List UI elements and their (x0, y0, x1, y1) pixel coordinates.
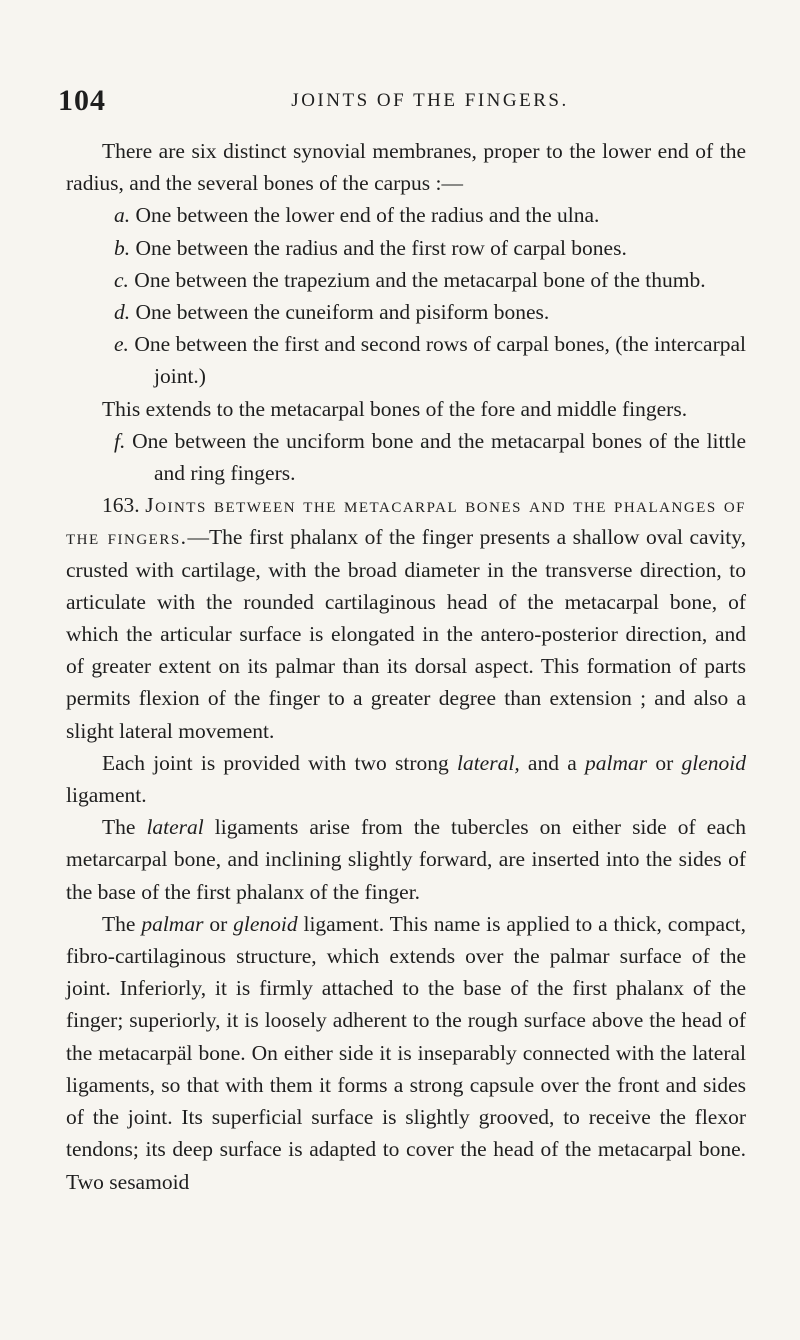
lateral-ligament-paragraph (66, 811, 746, 908)
text-run: or (647, 750, 682, 775)
body-text (66, 135, 746, 1198)
list-item (66, 328, 746, 392)
extends-note: This extends to the metacarpal bones of the fore and middle fingers. (102, 396, 688, 421)
intro-paragraph: There are six distinct synovial membranes, proper to the lower end of the radius, and the several bones of the carpus :— (66, 139, 746, 196)
item-text: One between the trapezium and the metacarpal bone of the thumb. (134, 267, 706, 292)
list-item (66, 296, 746, 328)
palmar-ligament-paragraph (66, 908, 746, 1198)
emphasis: glenoid (233, 911, 298, 936)
list-item (66, 199, 746, 231)
section-paragraph (66, 489, 746, 747)
list-item (66, 425, 746, 489)
item-label: b. (114, 235, 131, 260)
emphasis: palmar (141, 911, 204, 936)
item-text: One between the first and second rows of carpal bones, (the intercarpal joint.) (134, 332, 747, 389)
page-header (58, 84, 742, 124)
item-label: d. (114, 300, 131, 325)
item-text: One between the cuneiform and pisiform bones. (135, 300, 550, 325)
text-run: Each joint is provided with two strong (102, 750, 457, 775)
text-run: ligaments arise from the tubercles on either side of each metarcarpal bone, and inclining slightly forward, are inserted into the sides of the base of the first phalanx of the finger. (66, 815, 746, 904)
section-number: 163. (102, 493, 140, 518)
item-text: One between the lower end of the radius and the ulna. (135, 203, 600, 228)
item-label: f. (114, 428, 126, 453)
emphasis: palmar (584, 750, 648, 775)
page-number: 104 (58, 84, 106, 117)
emphasis: lateral (146, 815, 204, 840)
text-run: or (203, 911, 234, 936)
text-run: ligament. (66, 783, 147, 808)
ligament-intro-paragraph (66, 747, 746, 811)
item-text: One between the radius and the first row of carpal bones. (135, 235, 627, 260)
text-run: ligament. This name is applied to a thick, compact, fibro-cartilaginous structure, which extends over the palmar surface of the joint. Inferiorly, it is firmly attached to the base of the first phalanx of the finger; superiorly, it is loosely adherent to the rough surface above the head of the metacarpäl bone. On either side it is inseparably connected with the lateral ligaments, so that with them it forms a strong capsule over the front and sides of the joint. Its superficial surface is slightly grooved, to receive the flexor tendons; its deep surface is adapted to cover the head of the metacarpal bone. Two sesamoid (66, 911, 746, 1194)
item-label: a. (114, 203, 131, 228)
text-run: The (102, 815, 147, 840)
emphasis: glenoid (681, 750, 746, 775)
section-body: —The first phalanx of the finger presents a shallow oval cavity, crusted with cartilage, with the broad diameter in the transverse direction, to articulate with the rounded cartilaginous head of the metacarpal bone, of which the articular surface is elongated in the antero-posterior direction, and of greater extent on its palmar than its dorsal aspect. This formation of parts permits flexion of the finger to a greater degree than extension ; and also a slight lateral movement. (66, 525, 746, 743)
item-label: e. (114, 332, 129, 357)
item-label: c. (114, 267, 129, 292)
running-title: JOINTS OF THE FINGERS. (291, 90, 569, 111)
list-item (66, 264, 746, 296)
list-item (66, 232, 746, 264)
text-run: and a (519, 750, 585, 775)
emphasis: lateral, (456, 750, 520, 775)
section-heading: Joints between the metacarpal bones and the phalanges of the fingers. (66, 493, 746, 550)
item-text: One between the unciform bone and the metacarpal bones of the little and ring fingers. (132, 428, 746, 486)
text-run: The (102, 911, 142, 936)
